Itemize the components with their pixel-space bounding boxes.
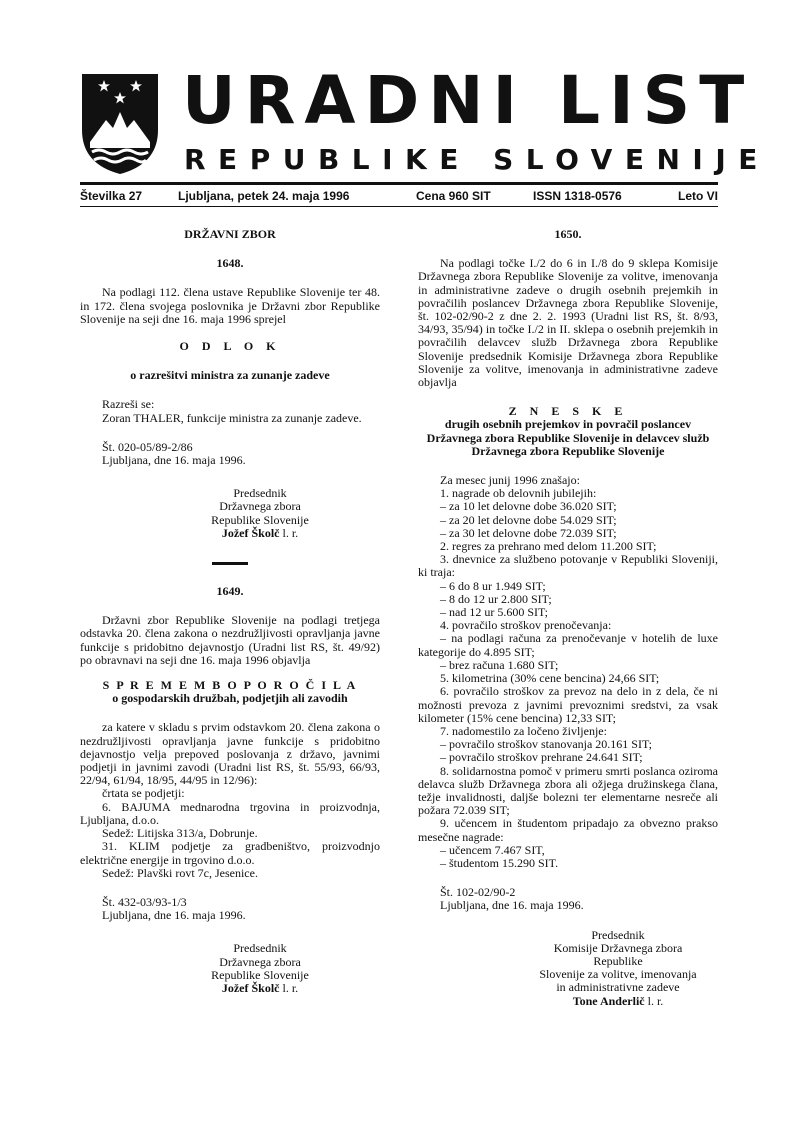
list-item: – za 30 let delovne dobe 72.039 SIT; <box>440 525 617 540</box>
signature-line <box>140 982 380 995</box>
document-subject: Državnega zbora Republike Slovenije in delavcev služb <box>426 430 710 445</box>
list-item: – za 20 let delovne dobe 54.029 SIT; <box>440 512 617 527</box>
list-item: – povračilo stroškov prehrane 24.641 SIT; <box>440 750 643 765</box>
body-text: Zoran THALER, funkcije ministra za zunanje zadeve. <box>102 410 362 425</box>
reference-number: Št. 432-03/93-1/3 <box>102 894 187 909</box>
signature-block <box>140 942 380 995</box>
right-column <box>418 228 718 1008</box>
body-text: 6. BAJUMA mednarodna trgovina in proizvodnja, Ljubljana, d.o.o. <box>80 799 380 827</box>
reference-date: Ljubljana, dne 16. maja 1996. <box>440 898 584 913</box>
signature-title: Republike Slovenije <box>211 967 309 982</box>
signature-suffix: l. r. <box>279 980 299 995</box>
document-subject: o razrešitvi ministra za zunanje zadeve <box>130 368 330 383</box>
list-item: 1. nagrade ob delovnih jubilejih: <box>440 486 597 501</box>
signature-title: Predsednik <box>591 927 645 942</box>
signature-block <box>140 487 380 540</box>
document-type: O D L O K <box>179 339 281 354</box>
section-heading: DRŽAVNI ZBOR <box>184 227 276 241</box>
article-number: 1649. <box>216 584 244 599</box>
signature-name: Tone Anderlič <box>572 993 645 1008</box>
list-item: – brez računa 1.680 SIT; <box>440 657 559 672</box>
article-intro: Državni zbor Republike Slovenije na podlagi tretjega odstavka 20. člena zakona o nezdružljivosti opravljanja javne funkcije s pridobitno dejavnostjo (Uradni list RS, št. 49/92) po obravnavi na seji dne 16. maja 1996 objavlja <box>80 613 380 667</box>
issue-number: Številka 27 <box>80 189 143 203</box>
signature-title: Predsednik <box>233 941 287 956</box>
signature-line <box>518 995 718 1008</box>
header-rule-bottom <box>80 206 718 207</box>
coat-of-arms-emblem <box>80 72 160 176</box>
signature-title: Državnega zbora <box>219 954 301 969</box>
body-text: za katere v skladu s prvim odstavkom 20. člena zakona o nezdružljivosti opravljanja javne funkcije s pridobitno dejavnostjo velja prepoved poslovanja z državo, javnimi podjetji in javnimi zavodi (Uradni list RS, št. 55/93, 66/93, 22/94, 61/94, 18/95, 44/95 in 12/96): <box>80 720 380 788</box>
document-type: Z N E S K E <box>508 404 628 419</box>
body-text: Sedež: Litijska 313/a, Dobrunje. <box>102 826 258 841</box>
issue-issn: ISSN 1318-0576 <box>533 189 622 203</box>
signature-title: Republike <box>593 953 643 968</box>
signature-title: Državnega zbora <box>219 499 301 514</box>
list-item: 2. regres za prehrano med delom 11.200 SIT; <box>440 539 657 554</box>
list-item: 6. povračilo stroškov za prevoz na delo in z dela, če ni možnosti prevoza z javnimi prevoznimi sredstvi, za vsak kilometer (15% cene bencina) 12,33 SIT; <box>418 684 718 725</box>
list-item: – na podlagi računa za prenočevanje v hotelih de luxe kategorije do 4.895 SIT; <box>418 631 718 659</box>
list-item: – za 10 let delovne dobe 36.020 SIT; <box>440 499 617 514</box>
list-item: 4. povračilo stroškov prenočevanja: <box>440 618 612 633</box>
header-rule-top <box>80 182 718 185</box>
signature-title: in administrativne zadeve <box>556 980 680 995</box>
signature-title: Komisije Državnega zbora <box>553 940 683 955</box>
document-subject: o gospodarskih družbah, podjetjih ali zavodih <box>112 691 348 706</box>
signature-suffix: l. r. <box>644 993 664 1008</box>
publication-subtitle: REPUBLIKE SLOVENIJE <box>184 143 770 176</box>
reference-number: Št. 102-02/90-2 <box>440 885 516 900</box>
body-text: Razreši se: <box>102 397 155 412</box>
list-item: 9. učencem in študentom pripadajo za obvezno prakso mesečne nagrade: <box>418 816 718 844</box>
signature-title: Republike Slovenije <box>211 512 309 527</box>
reference-number: Št. 020-05/89-2/86 <box>102 439 193 454</box>
signature-line <box>140 527 380 540</box>
list-item: 3. dnevnice za službeno potovanje v Republiki Sloveniji, ki traja: <box>418 552 718 580</box>
list-item: – povračilo stroškov stanovanja 20.161 SIT; <box>440 737 652 752</box>
left-column <box>80 228 380 995</box>
list-item: – 8 do 12 ur 2.800 SIT; <box>440 591 552 606</box>
reference-date: Ljubljana, dne 16. maja 1996. <box>102 908 246 923</box>
list-item: 7. nadomestilo za ločeno življenje: <box>440 723 607 738</box>
list-item: 8. solidarnostna pomoč v primeru smrti poslanca oziroma delavca služb Državnega zbora ali ožjega družinskega člana, težje invalidnosti, daljše bolezni ter elementarne nesreče ali požara 72.039 SIT; <box>418 763 718 818</box>
document-type: S P R E M E M B O P O R O Č I L A <box>102 678 358 693</box>
list-item: – učencem 7.467 SIT, <box>440 842 545 857</box>
document-subject: Državnega zbora Republike Slovenije <box>471 443 665 458</box>
document-subject: drugih osebnih prejemkov in povračil poslancev <box>444 417 692 432</box>
article-number: 1648. <box>216 256 244 271</box>
article-intro: Na podlagi točke I./2 do 6 in I./8 do 9 sklepa Komisije Državnega zbora Republike Slovenije za volitve, imenovanja in administrativne zadeve o drugih osebnih prejemkih in povračilih poslancev Državnega zbora Republike Slovenije, št. 102-02/90-2 z dne 2. 2. 1993 (Uradni list RS, št. 8/93, 34/93, 35/94) in točke I./2 in II. sklepa o osebnih prejemkih in povračilih delavcev služb Državnega zbora Republike Slovenije predsednik Komisije Državnega zbora Republike Slovenije za volitve, imenovanja in administrativne zadeve objavlja <box>418 256 718 390</box>
publication-title: URADNI LIST <box>182 62 754 139</box>
signature-name: Jožef Školč <box>221 980 280 995</box>
signature-block <box>518 929 718 1008</box>
list-item: – študentom 15.290 SIT. <box>440 855 559 870</box>
article-intro: Na podlagi 112. člena ustave Republike Slovenije ter 48. in 172. člena svojega poslovnika je Državni zbor Republike Slovenije na seji dne 16. maja 1996 sprejel <box>80 285 380 326</box>
separator-bar <box>212 562 248 565</box>
reference-date: Ljubljana, dne 16. maja 1996. <box>102 453 246 468</box>
body-text: črtata se podjetji: <box>102 786 185 801</box>
list-item: – 6 do 8 ur 1.949 SIT; <box>440 578 546 593</box>
signature-name: Jožef Školč <box>221 525 280 540</box>
signature-suffix: l. r. <box>279 525 299 540</box>
list-item: – nad 12 ur 5.600 SIT; <box>440 605 548 620</box>
list-item: Za mesec junij 1996 znašajo: <box>440 473 580 488</box>
list-item: 5. kilometrina (30% cene bencina) 24,66 SIT; <box>440 671 660 686</box>
issue-place-date: Ljubljana, petek 24. maja 1996 <box>178 189 350 203</box>
signature-title: Predsednik <box>233 486 287 501</box>
body-text: Sedež: Plavški rovt 7c, Jesenice. <box>102 865 258 880</box>
signature-title: Slovenije za volitve, imenovanja <box>539 967 697 982</box>
issue-year: Leto VI <box>677 189 718 203</box>
issue-price: Cena 960 SIT <box>416 189 491 203</box>
body-text: 31. KLIM podjetje za gradbeništvo, proizvodnjo električne energije in trgovino d.o.o. <box>80 839 380 867</box>
article-number: 1650. <box>554 227 582 241</box>
